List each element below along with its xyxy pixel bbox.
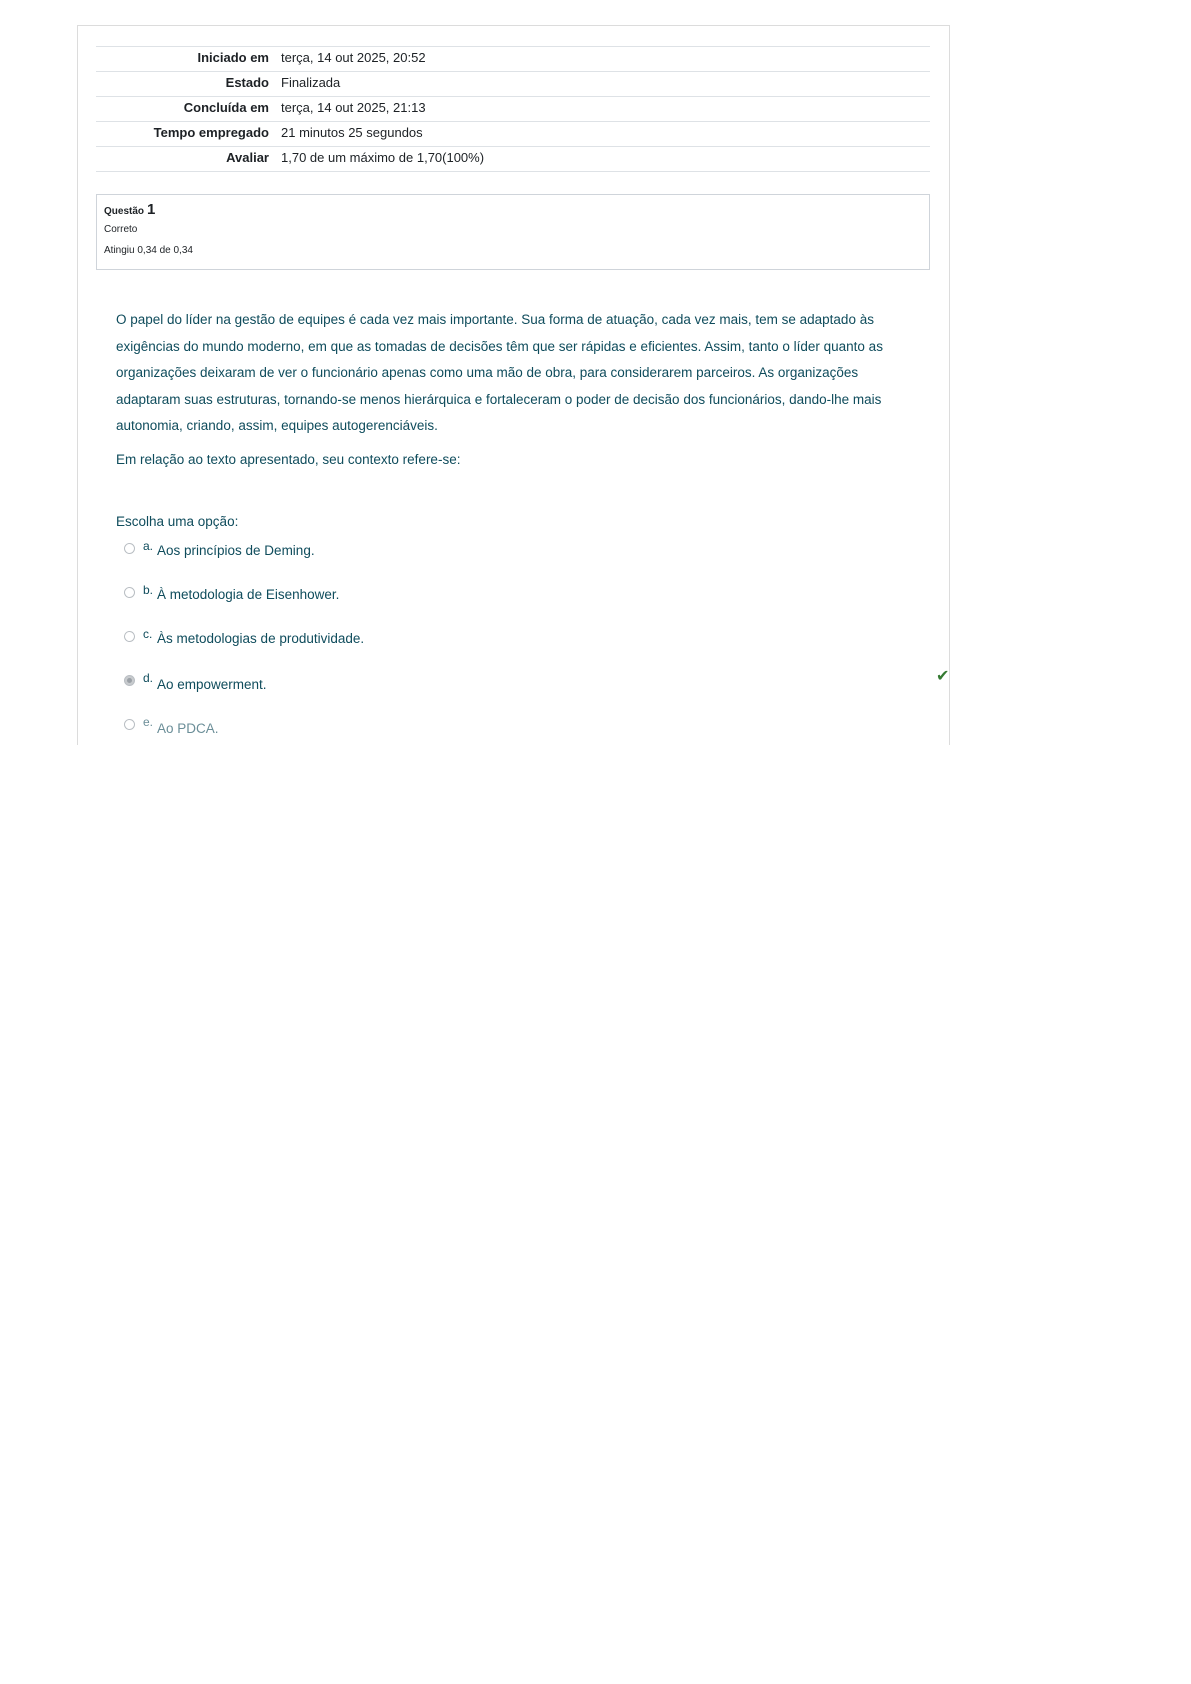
quiz-review-card (77, 25, 950, 745)
answer-option-d[interactable] (124, 671, 914, 715)
choose-option-label: Escolha uma opção: (116, 514, 239, 529)
answer-option-c[interactable] (124, 627, 914, 671)
answer-text: À metodologia de Eisenhower. (157, 587, 340, 602)
summary-value: terça, 14 out 2025, 21:13 (281, 100, 426, 115)
check-icon: ✔ (936, 668, 950, 685)
summary-value: 1,70 de um máximo de 1,70(100%) (281, 150, 485, 165)
question-info-box (96, 194, 930, 270)
summary-row-started (96, 47, 930, 72)
answer-option-a[interactable] (124, 539, 914, 583)
radio-button[interactable] (124, 543, 135, 554)
answer-option-e[interactable] (124, 715, 914, 759)
summary-row-grade (96, 147, 930, 172)
summary-label: Concluída em (183, 100, 269, 115)
summary-label: Estado (225, 75, 269, 90)
summary-value: Finalizada (281, 75, 341, 90)
summary-label: Avaliar (226, 150, 269, 165)
question-state: Correto (104, 224, 138, 235)
answer-letter: b. (143, 583, 154, 597)
question-grade: Atingiu 0,34 de 0,34 (104, 245, 193, 256)
question-text (116, 307, 916, 473)
answer-letter: a. (143, 539, 154, 553)
summary-row-time-taken (96, 122, 930, 147)
summary-row-completed (96, 97, 930, 122)
radio-button[interactable] (124, 631, 135, 642)
answer-text: Ao PDCA. (157, 721, 219, 736)
question-prompt: Em relação ao texto apresentado, seu contexto refere-se: (116, 451, 461, 467)
answer-letter: d. (143, 671, 154, 685)
answer-letter: c. (143, 627, 153, 641)
answer-text: Ao empowerment. (157, 677, 267, 692)
summary-value: 21 minutos 25 segundos (281, 125, 423, 140)
answer-text: Aos princípios de Deming. (157, 543, 315, 558)
summary-label: Tempo empregado (153, 125, 269, 140)
question-number (104, 201, 922, 218)
answer-letter: e. (143, 715, 154, 729)
radio-button-selected[interactable] (124, 675, 135, 686)
answer-option-b[interactable] (124, 583, 914, 627)
answer-list (124, 539, 914, 759)
radio-button[interactable] (124, 719, 135, 730)
summary-row-state (96, 72, 930, 97)
summary-label: Iniciado em (197, 50, 269, 65)
question-body: O papel do líder na gestão de equipes é cada vez mais importante. Sua forma de atuação, cada vez mais, tem se adaptado às exigências do mundo moderno, em que as tomadas de decisões têm que ser rápidas e eficientes. Assim, tanto o líder quanto as organizações deixaram de ver o funcionário apenas como uma mão de obra, para considerarem parceiros. As organizações adaptaram suas estruturas, tornando-se menos hierárquica e fortaleceram o poder de decisão dos funcionários, dando-lhe mais autonomia, criando, assim, equipes autogerenciáveis. (116, 312, 883, 433)
answer-text: Às metodologias de produtividade. (157, 631, 365, 646)
attempt-summary-table (96, 46, 930, 172)
question-number-value: 1 (147, 201, 156, 218)
question-label: Questão (104, 206, 145, 217)
radio-button[interactable] (124, 587, 135, 598)
summary-value: terça, 14 out 2025, 20:52 (281, 50, 426, 65)
